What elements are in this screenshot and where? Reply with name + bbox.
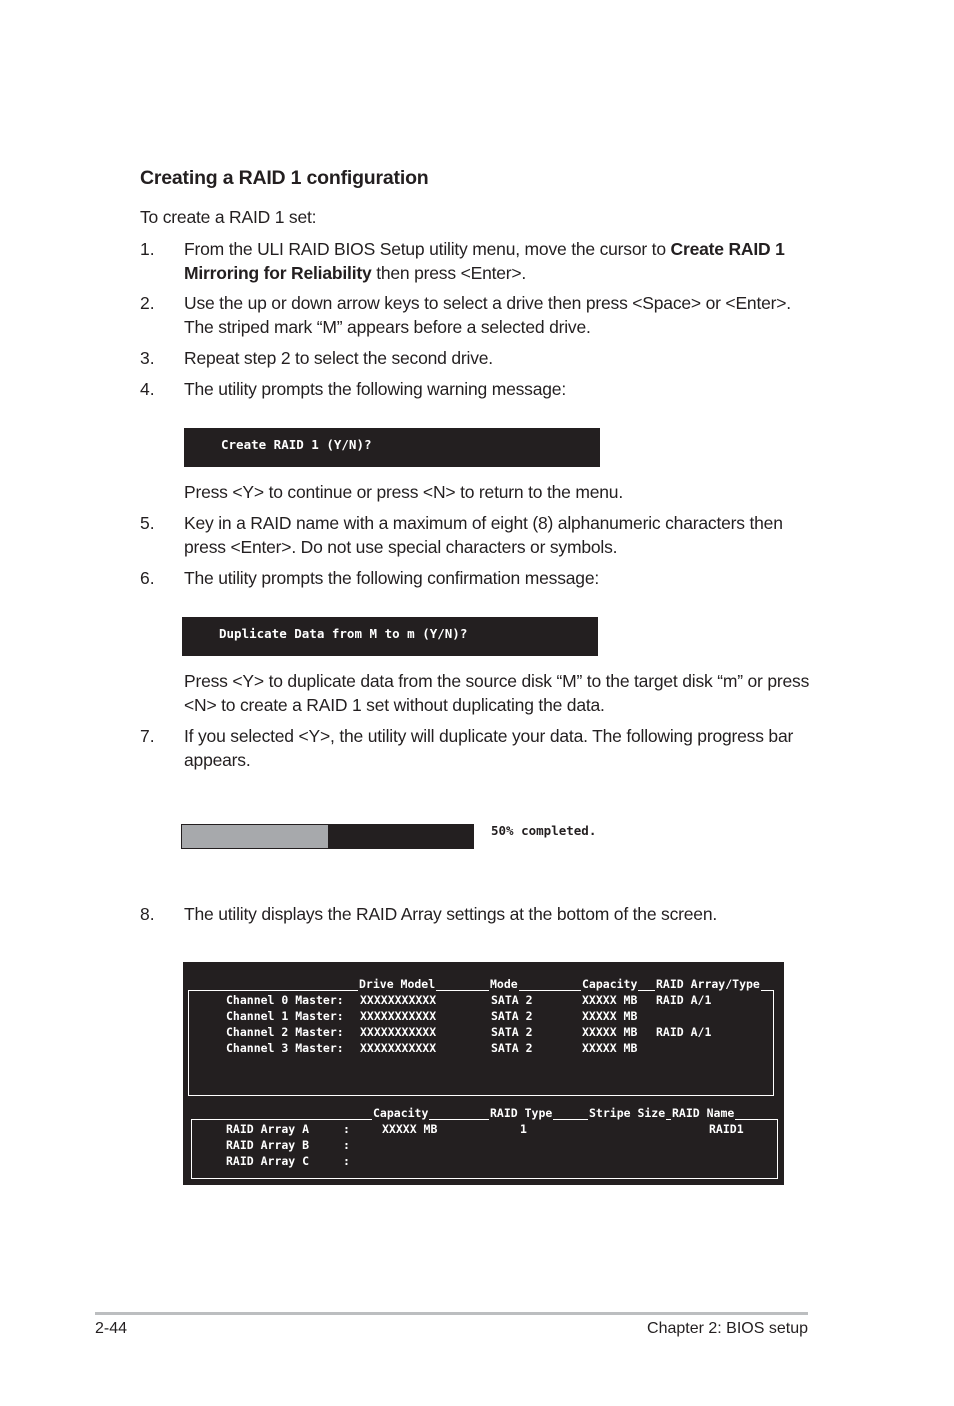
chapter-title: Chapter 2: BIOS setup: [647, 1320, 808, 1337]
array-type: 1: [520, 1122, 527, 1136]
channel-label: Channel 1 Master:: [226, 1009, 344, 1023]
step-text: The utility prompts the following warning message:: [184, 379, 566, 399]
drive-model: XXXXXXXXXXX: [360, 1009, 437, 1023]
drive-capacity: XXXXX MB: [582, 1041, 638, 1055]
step-text: If you selected <Y>, the utility will duplicate your data. The following progress bar appears.: [184, 726, 794, 770]
after-warning-text: Press <Y> to continue or press <N> to return to the menu.: [184, 482, 623, 502]
channel-label: Channel 3 Master:: [226, 1041, 344, 1055]
array-sep: :: [343, 1154, 350, 1168]
drive-array: RAID A/1: [656, 1025, 712, 1039]
drive-capacity: XXXXX MB: [582, 1025, 638, 1039]
page-number: 2-44: [95, 1320, 128, 1337]
channel-label: Channel 2 Master:: [226, 1025, 344, 1039]
confirm-message-box: [182, 617, 598, 656]
step-text: Repeat step 2 to select the second drive.: [184, 348, 493, 368]
drive-capacity: XXXXX MB: [582, 1009, 638, 1023]
array-label: RAID Array C: [226, 1154, 310, 1168]
header-array-capacity: Capacity: [373, 1106, 429, 1120]
progress-label: 50% completed.: [491, 823, 597, 838]
step-number: 2.: [140, 293, 155, 313]
step-text: From the ULI RAID BIOS Setup utility menu, move the cursor to Create RAID 1 Mirroring for Reliability then press <Enter>.: [184, 239, 785, 283]
header-drive-model: Drive Model: [359, 977, 436, 991]
step-text: The utility displays the RAID Array settings at the bottom of the screen.: [184, 904, 718, 924]
drive-model: XXXXXXXXXXX: [360, 1025, 437, 1039]
progress-fill: [182, 825, 328, 848]
progress-bar: [181, 824, 474, 849]
after-confirm-text: Press <Y> to duplicate data from the source disk “M” to the target disk “m” or press <N> to create a RAID 1 set without duplicating the data.: [184, 671, 810, 715]
channel-label: Channel 0 Master:: [226, 993, 344, 1007]
array-label: RAID Array A: [226, 1122, 310, 1136]
array-sep: :: [343, 1138, 350, 1152]
header-raid-type: RAID Type: [490, 1106, 553, 1120]
step-number: 8.: [140, 904, 155, 924]
warning-message-box: [184, 428, 600, 467]
raid-settings-screen: [183, 962, 784, 1185]
array-capacity: XXXXX MB: [382, 1122, 438, 1136]
step-text: Key in a RAID name with a maximum of eight (8) alphanumeric characters then press <Enter>. Do not use special characters or symbols.: [184, 513, 783, 557]
header-mode: Mode: [490, 977, 518, 991]
step-number: 4.: [140, 379, 155, 399]
drive-model: XXXXXXXXXXX: [360, 993, 437, 1007]
drive-model: XXXXXXXXXXX: [360, 1041, 437, 1055]
section-heading: Creating a RAID 1 configuration: [140, 167, 429, 189]
step-number: 7.: [140, 726, 155, 746]
drive-mode: SATA 2: [491, 1009, 533, 1023]
drive-array: RAID A/1: [656, 993, 712, 1007]
header-capacity: Capacity: [582, 977, 638, 991]
array-label: RAID Array B: [226, 1138, 310, 1152]
step-number: 5.: [140, 513, 155, 533]
drive-mode: SATA 2: [491, 993, 533, 1007]
array-sep: :: [343, 1122, 350, 1136]
confirm-message: Duplicate Data from M to m (Y/N)?: [219, 626, 468, 641]
drive-mode: SATA 2: [491, 1041, 533, 1055]
warning-message: Create RAID 1 (Y/N)?: [221, 437, 372, 452]
step-text: Use the up or down arrow keys to select a drive then press <Space> or <Enter>. The striped mark “M” appears before a selected drive.: [184, 293, 791, 337]
footer-divider: [95, 1312, 808, 1315]
header-stripe-size: Stripe Size: [589, 1106, 666, 1120]
drive-mode: SATA 2: [491, 1025, 533, 1039]
step-text: The utility prompts the following confirmation message:: [184, 568, 600, 588]
header-raid-array-type: RAID Array/Type: [656, 977, 760, 991]
array-name: RAID1: [709, 1122, 744, 1136]
intro-text: To create a RAID 1 set:: [140, 207, 317, 227]
step-number: 3.: [140, 348, 155, 368]
step-number: 1.: [140, 239, 155, 259]
header-raid-name: RAID Name: [672, 1106, 735, 1120]
step-number: 6.: [140, 568, 155, 588]
drive-capacity: XXXXX MB: [582, 993, 638, 1007]
